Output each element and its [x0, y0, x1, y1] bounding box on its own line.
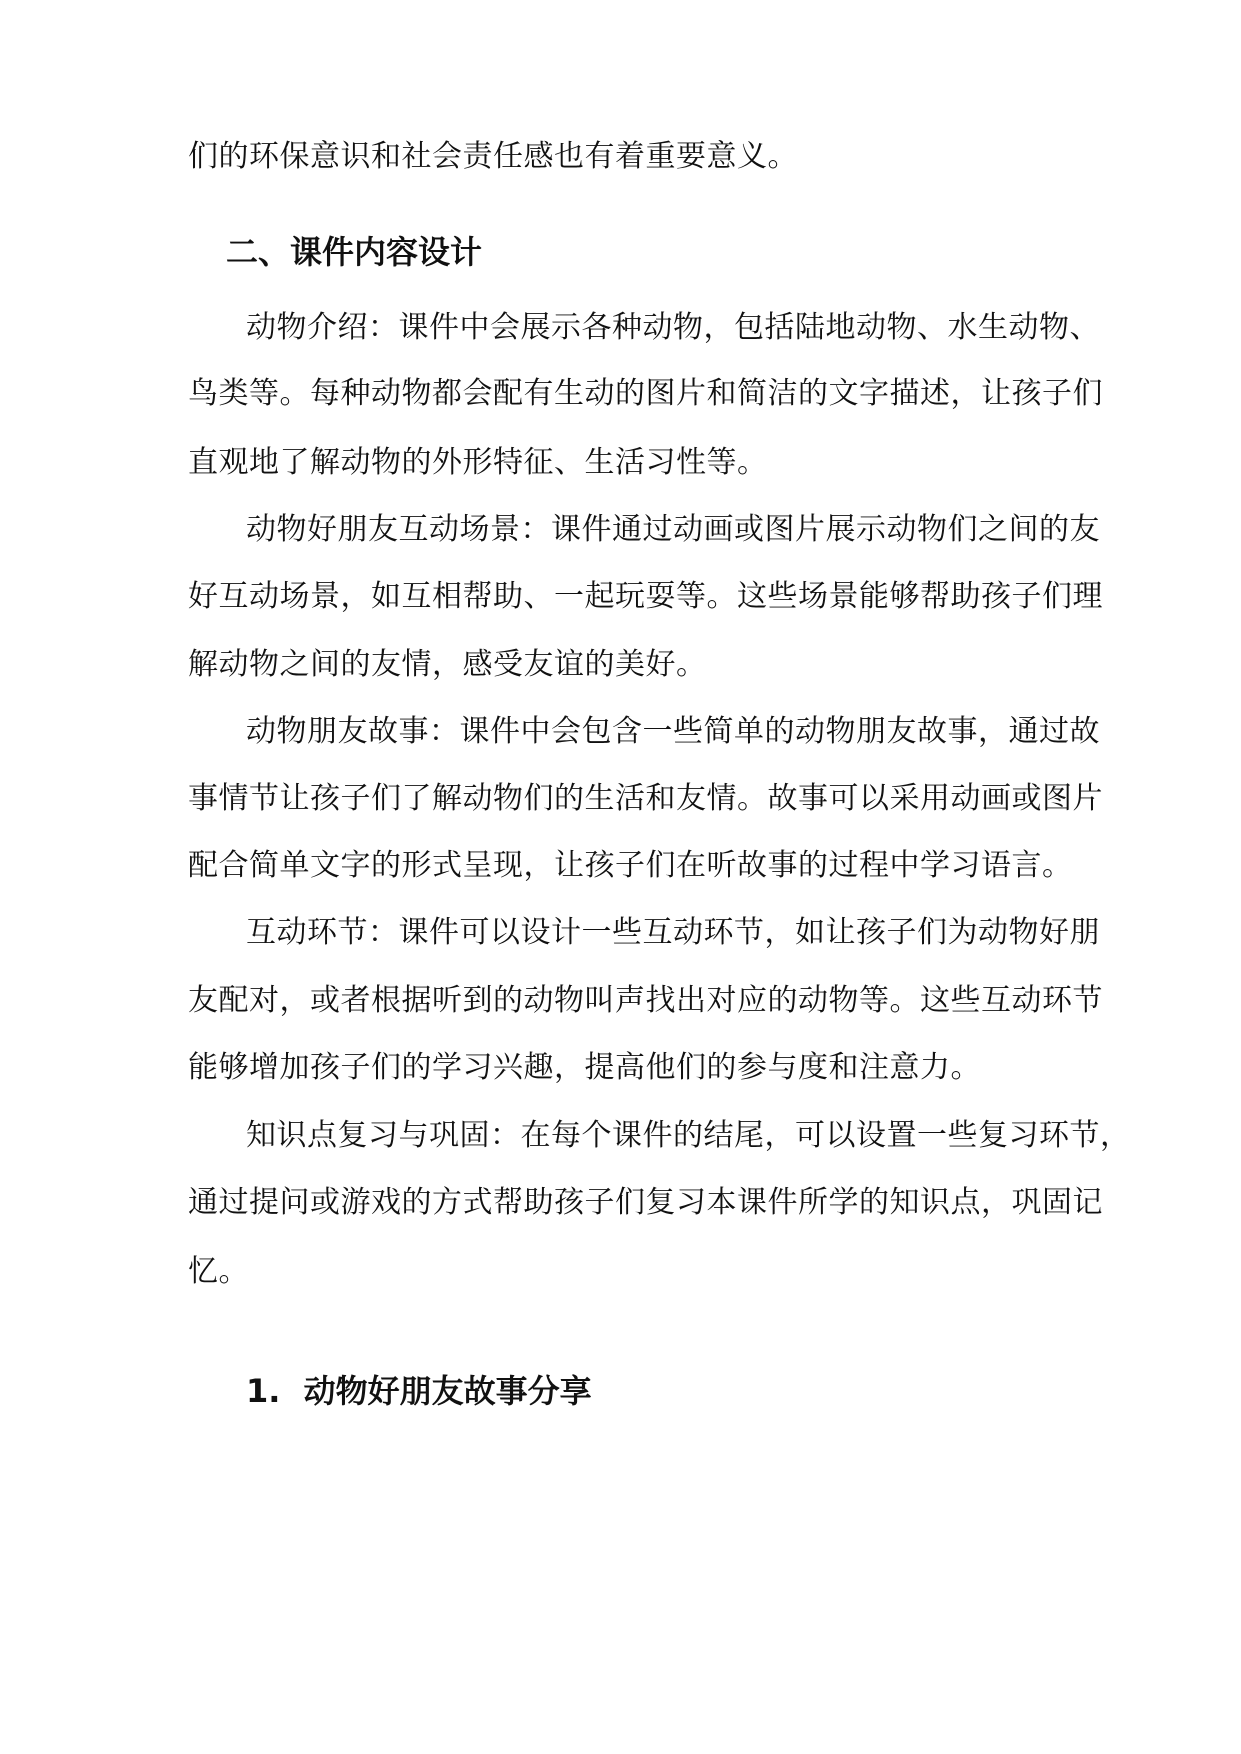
paragraph-line: 事情节让孩子们了解动物们的生活和友情。故事可以采用动画或图片 — [188, 781, 1103, 816]
intro-tail-line: 们的环保意识和社会责任感也有着重要意义。 — [188, 139, 798, 174]
paragraph-line: 友配对，或者根据听到的动物叫声找出对应的动物等。这些互动环节 — [188, 983, 1103, 1018]
paragraph-line: 知识点复习与巩固：在每个课件的结尾，可以设置一些复习环节， — [246, 1118, 1131, 1153]
paragraph-line: 互动环节：课件可以设计一些互动环节，如让孩子们为动物好朋 — [246, 915, 1100, 950]
subheading — [246, 1371, 592, 1411]
paragraph-line: 解动物之间的友情，感受友谊的美好。 — [188, 647, 707, 682]
paragraph-line: 忆。 — [188, 1254, 249, 1289]
paragraph-line: 通过提问或游戏的方式帮助孩子们复习本课件所学的知识点，巩固记 — [188, 1185, 1103, 1220]
paragraph-line: 好互动场景，如互相帮助、一起玩耍等。这些场景能够帮助孩子们理 — [188, 579, 1103, 614]
paragraph-line: 直观地了解动物的外形特征、生活习性等。 — [188, 445, 768, 480]
paragraph-line: 鸟类等。每种动物都会配有生动的图片和简洁的文字描述，让孩子们 — [188, 376, 1103, 411]
paragraph-line: 动物介绍：课件中会展示各种动物，包括陆地动物、水生动物、 — [246, 310, 1100, 345]
subheading-text: 动物好朋友故事分享 — [303, 1372, 592, 1410]
section-heading: 二、课件内容设计 — [226, 233, 483, 271]
paragraph-line: 动物好朋友互动场景：课件通过动画或图片展示动物们之间的友 — [246, 512, 1100, 547]
subheading-number: 1. — [246, 1372, 281, 1410]
paragraph-line: 配合简单文字的形式呈现，让孩子们在听故事的过程中学习语言。 — [188, 848, 1073, 883]
paragraph-line: 能够增加孩子们的学习兴趣，提高他们的参与度和注意力。 — [188, 1050, 981, 1085]
paragraph-line: 动物朋友故事：课件中会包含一些简单的动物朋友故事，通过故 — [246, 714, 1100, 749]
